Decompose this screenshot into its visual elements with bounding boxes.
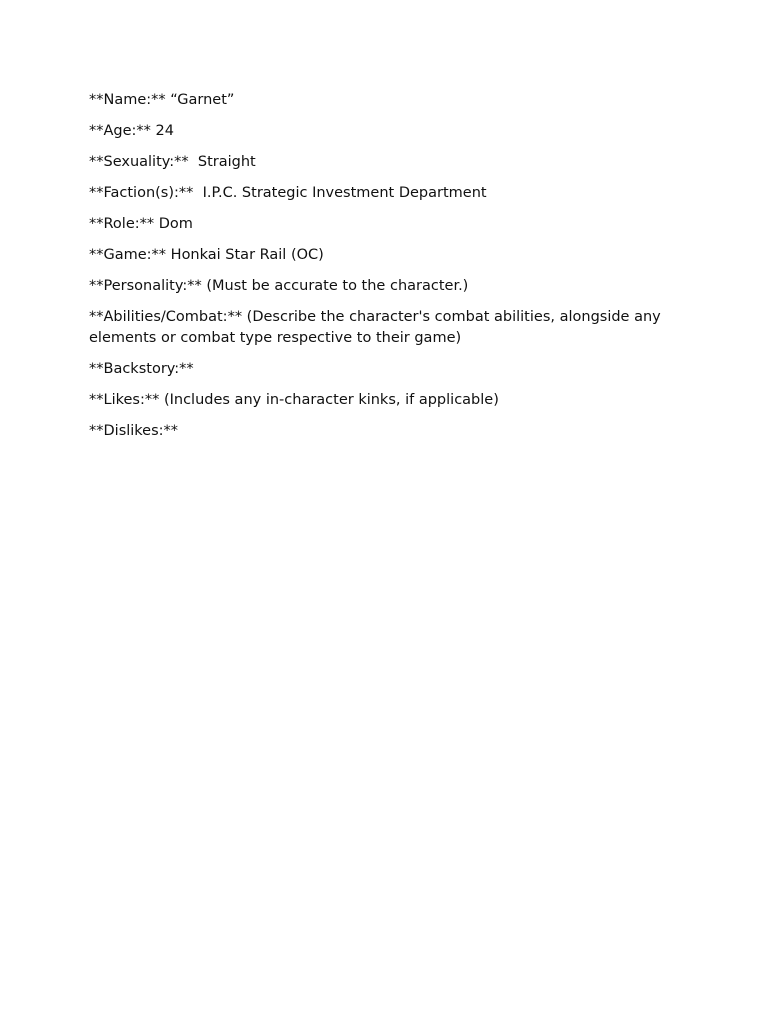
likes-field: **Likes:** (Includes any in-character kinks, if applicable): [89, 392, 499, 408]
dislikes-field: **Dislikes:**: [89, 423, 179, 439]
sexuality-field: **Sexuality:** Straight: [89, 154, 256, 170]
role-field: **Role:** Dom: [89, 216, 193, 232]
abilities-combat-field: **Abilities/Combat:** (Describe the character's combat abilities, alongside any elements or combat type respective to their game): [89, 309, 666, 346]
name-field: **Name:** “Garnet”: [89, 92, 235, 108]
game-field: **Game:** Honkai Star Rail (OC): [89, 247, 324, 263]
personality-field: **Personality:** (Must be accurate to the character.): [89, 278, 469, 294]
age-field: **Age:** 24: [89, 123, 174, 139]
document-page: [89, 90, 669, 452]
faction-field: **Faction(s):** I.P.C. Strategic Investment Department: [89, 185, 487, 201]
backstory-field: **Backstory:**: [89, 361, 194, 377]
